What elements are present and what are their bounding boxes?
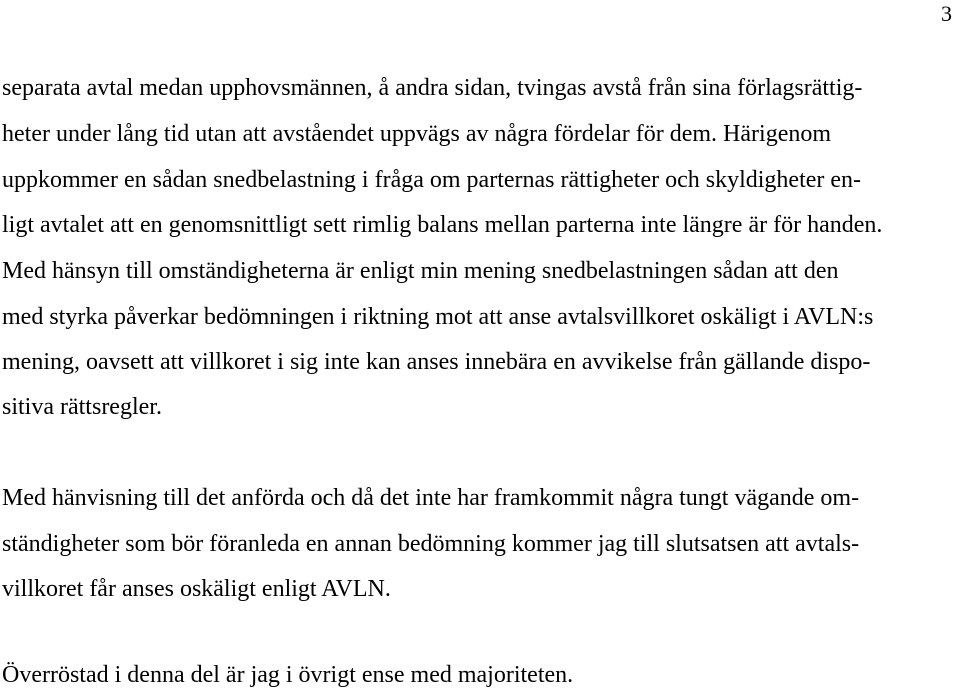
text-line: med styrka påverkar bedömningen i riktning mot att anse avtalsvillkoret oskäligt i AVLN:s xyxy=(2,304,874,330)
text-line: Överröstad i denna del är jag i övrigt ense med majoriteten. xyxy=(2,662,574,688)
text-line: Med hänvisning till det anförda och då det inte har framkommit några tungt vägande om- xyxy=(2,485,860,511)
text-line: ligt avtalet att en genomsnittligt sett rimlig balans mellan parterna inte längre är för handen. xyxy=(2,212,883,238)
text-line: mening, oavsett att villkoret i sig inte kan anses innebära en avvikelse från gällande dispo- xyxy=(2,349,871,375)
text-line: separata avtal medan upphovsmännen, å andra sidan, tvingas avstå från sina förlagsrättig- xyxy=(2,75,863,101)
text-line: sitiva rättsregler. xyxy=(2,394,162,420)
text-line: villkoret får anses oskäligt enligt AVLN. xyxy=(2,576,391,602)
page-number: 3 xyxy=(941,1,952,26)
text-line: Med hänsyn till omständigheterna är enligt min mening snedbelastningen sådan att den xyxy=(2,258,839,284)
text-line: uppkommer en sådan snedbelastning i fråga om parternas rättigheter och skyldigheter en- xyxy=(2,167,862,193)
text-line: ständigheter som bör föranleda en annan bedömning kommer jag till slutsatsen att avtals- xyxy=(2,531,860,557)
text-line: heter under lång tid utan att avståendet uppvägs av några fördelar för dem. Härigenom xyxy=(2,121,832,147)
